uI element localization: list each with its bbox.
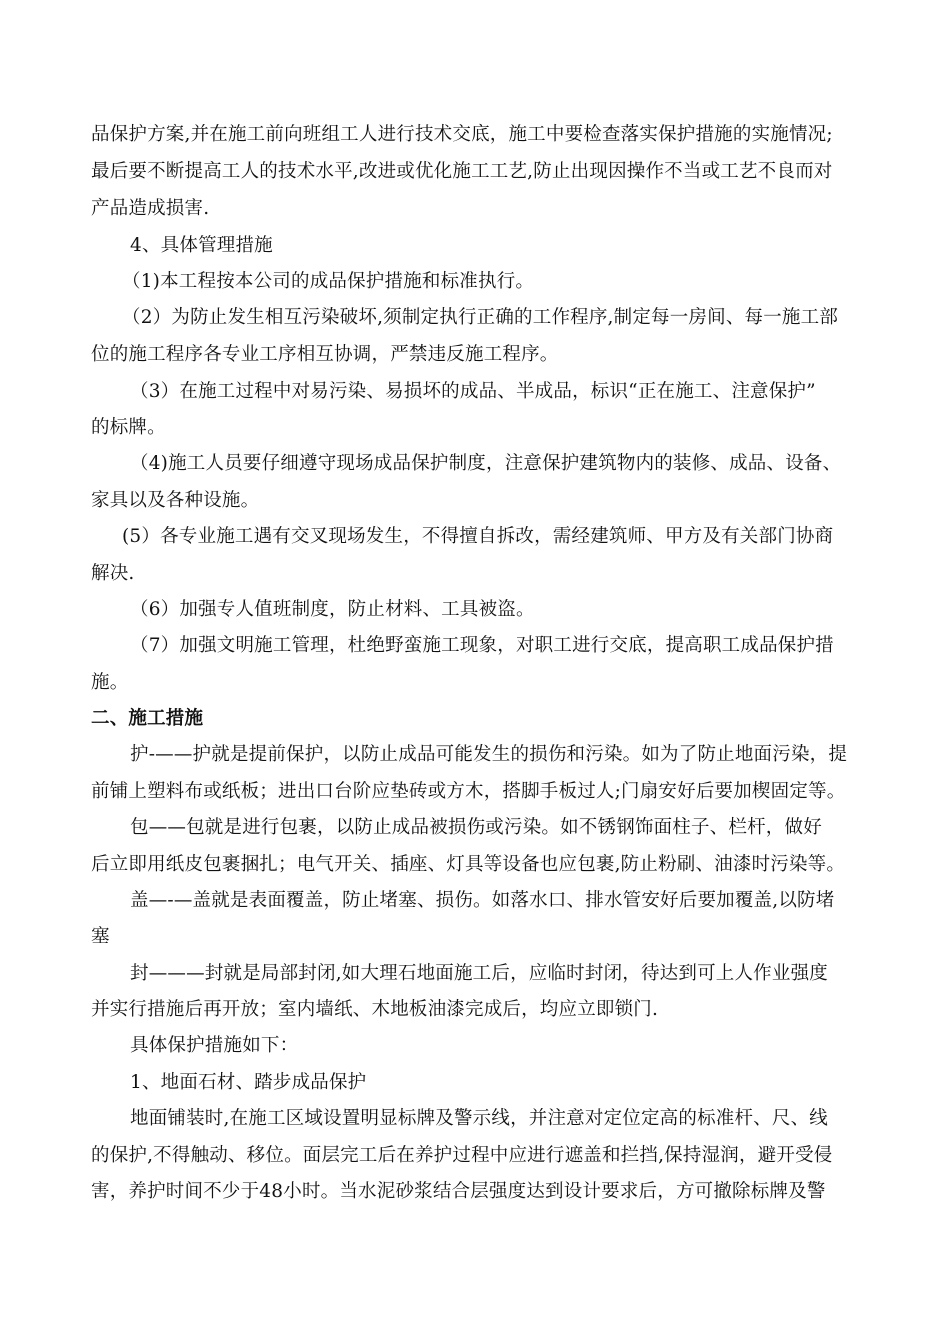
paragraph-line: 害，养护时间不少于48小时。当水泥砂浆结合层强度达到设计要求后，方可撤除标牌及警 [91, 1181, 826, 1202]
list-item: （4)施工人员要仔细遵守现场成品保护制度，注意保护建筑物内的装修、成品、设备、 [130, 453, 842, 474]
paragraph-line: 地面铺装时,在施工区域设置明显标牌及警示线，并注意对定位定高的标准杆、尺、线 [130, 1108, 828, 1129]
paragraph-line: 解决. [91, 563, 135, 584]
paragraph-line: 的保护,不得触动、移位。面层完工后在养护过程中应进行遮盖和拦挡,保持湿润，避开受侵 [91, 1145, 833, 1166]
list-item: （2）为防止发生相互污染破坏,须制定执行正确的工作程序,制定每一房间、每一施工部 [122, 307, 839, 328]
section-heading: 二、施工措施 [91, 708, 204, 729]
paragraph-line: 后立即用纸皮包裹捆扎；电气开关、插座、灯具等设备也应包裹,防止粉刷、油漆时污染等。 [91, 854, 846, 875]
paragraph-line: 包——包就是进行包裹，以防止成品被损伤或污染。如不锈钢饰面柱子、栏杆，做好 [130, 817, 822, 838]
paragraph-line: 施。 [91, 672, 129, 693]
list-item: （6）加强专人值班制度，防止材料、工具被盗。 [130, 599, 535, 620]
paragraph-line: 并实行措施后再开放；室内墙纸、木地板油漆完成后，均应立即锁门. [91, 999, 659, 1020]
list-item: （3）在施工过程中对易污染、易损坏的成品、半成品，标识“正在施工、注意保护” [130, 381, 816, 402]
paragraph-line: 位的施工程序各专业工序相互协调，严禁违反施工程序。 [91, 344, 559, 365]
paragraph-line: 最后要不断提高工人的技术水平,改进或优化施工工艺,防止出现因操作不当或工艺不良而对 [91, 161, 833, 182]
paragraph-line: 具体保护措施如下： [130, 1035, 299, 1056]
list-item: （7）加强文明施工管理，杜绝野蛮施工现象，对职工进行交底，提高职工成品保护措 [130, 635, 834, 656]
paragraph-line: 盖—-—盖就是表面覆盖，防止堵塞、损伤。如落水口、排水管安好后要加覆盖,以防堵 [130, 890, 835, 911]
paragraph-line: 护-——护就是提前保护，以防止成品可能发生的损伤和污染。如为了防止地面污染，提 [130, 744, 848, 765]
paragraph-line: 产品造成损害. [91, 198, 210, 219]
list-item: (5）各专业施工遇有交叉现场发生，不得擅自拆改，需经建筑师、甲方及有关部门协商 [122, 526, 834, 547]
paragraph-line: 前铺上塑料布或纸板；进出口台阶应垫砖或方木，搭脚手板过人;门扇安好后要加楔固定等。 [91, 781, 846, 802]
paragraph-line: 家具以及各种设施。 [91, 490, 260, 511]
paragraph-line: 品保护方案,并在施工前向班组工人进行技术交底，施工中要检查落实保护措施的实施情况; [91, 124, 833, 145]
list-item: （1)本工程按本公司的成品保护措施和标准执行。 [122, 271, 535, 292]
paragraph-line: 塞 [91, 926, 110, 947]
paragraph-line: 封———封就是局部封闭,如大理石地面施工后，应临时封闭，待达到可上人作业强度 [130, 963, 828, 984]
subsection-heading: 4、具体管理措施 [130, 235, 273, 256]
subsection-heading: 1、地面石材、踏步成品保护 [130, 1072, 367, 1093]
paragraph-line: 的标牌。 [91, 417, 166, 438]
